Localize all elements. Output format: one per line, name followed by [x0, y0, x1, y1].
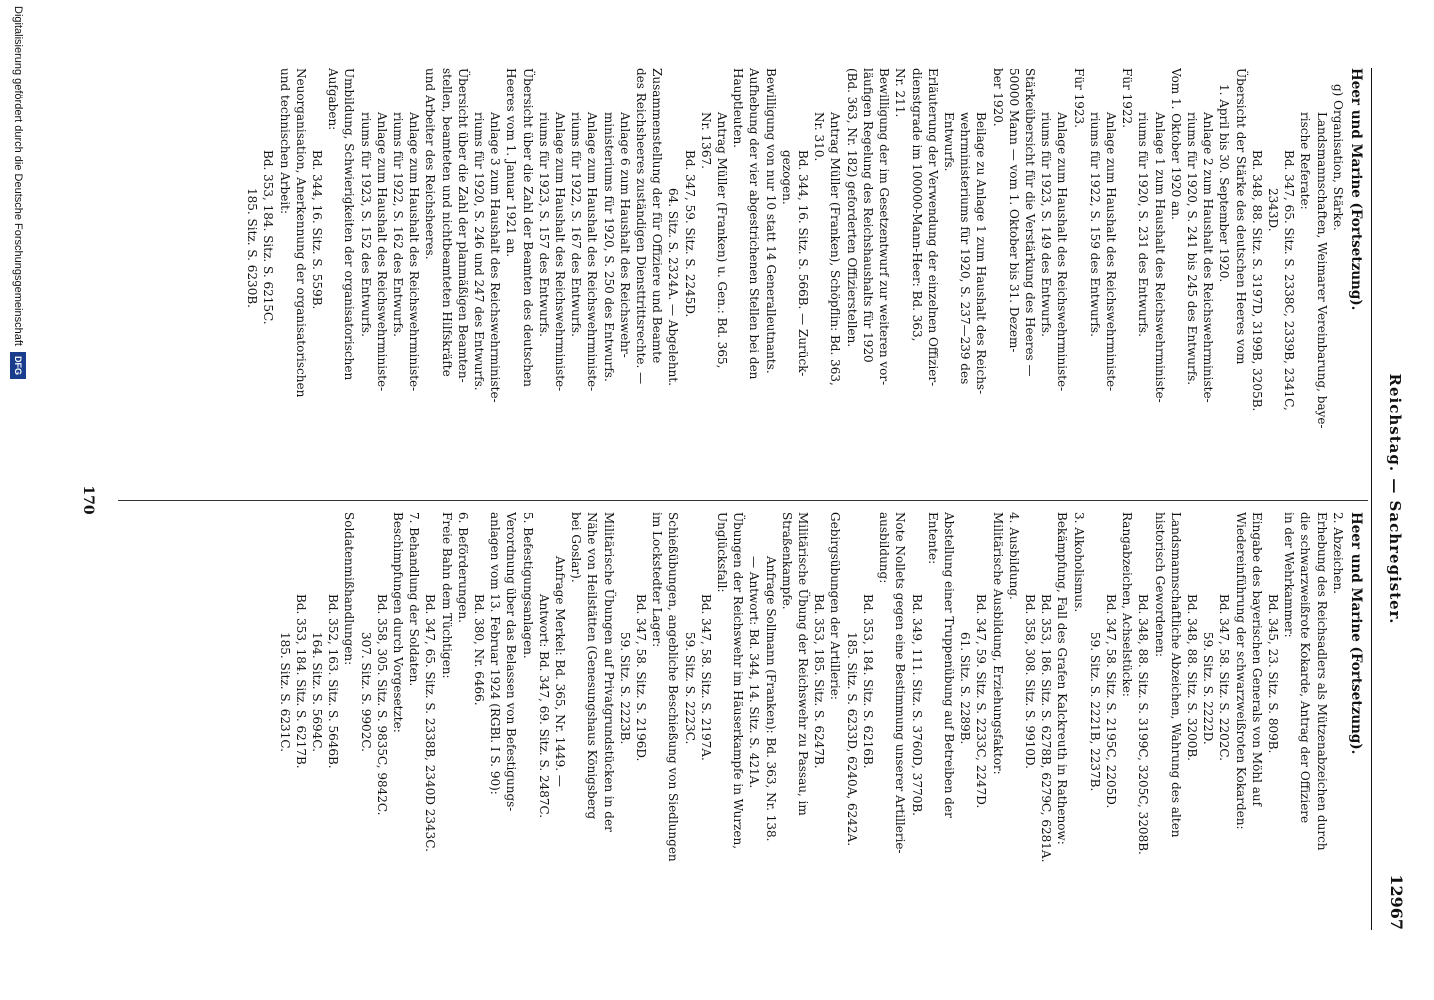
register-entry-line: riums für 1923, S. 157 des Entwurfs. [536, 112, 551, 337]
register-entry-line: Bd. 347, 65. Sitz. S. 2338C, 2339B, 2341C, [1282, 150, 1297, 411]
register-entry-line: läufigen Regelung des Reichshaushalts für 1920 [860, 68, 875, 363]
register-entry-line: 164. Sitz. S. 5694C. [310, 632, 324, 752]
register-entry-line: 1. April bis 30. September 1920. [1217, 84, 1232, 283]
register-entry-line: Anlage 6 zum Haushalt des Reichswehr- [617, 112, 632, 358]
register-entry-line: Antrag Müller (Franken) u. Gen.: Bd. 365, [715, 112, 730, 369]
register-entry-line: Bd. 347, 58. Sitz. S. 2202C. [1217, 594, 1232, 761]
register-entry-line: riums für 1922, S. 159 des Entwurfs. [1087, 112, 1102, 337]
register-entry-line: 50000 Mann — vom 1. Oktober bis 31. Dezem- [1006, 68, 1021, 353]
register-entry-line: ber 1920. [990, 68, 1005, 127]
register-entry-line: Wiedereinführung der schwarzweißroten Kokarden: [1233, 512, 1248, 830]
register-entry-line: 185. Sitz. S. 6231C. [277, 632, 292, 752]
register-entry-line: im Lockstedter Lager: [650, 512, 665, 648]
register-entry-line: 185. Sitz. S. 6233D, 6240A, 6242A. [844, 632, 859, 847]
register-entry-line: Bd. 348, 88. Sitz. S. 3197D, 3199B, 3205B. [1249, 150, 1264, 412]
funding-note: Digitalisierung gefördert durch die Deutsche Forschungsgemeinschaft [12, 6, 24, 346]
register-entry-line: Bd. 349, 111. Sitz. S. 3760D, 3770B. [909, 594, 924, 816]
register-entry-line: Zusammenstellung der für Offiziere und Beamte [650, 68, 665, 364]
register-entry-line: riums für 1920, S. 246 und 247 des Entwurfs. [472, 112, 487, 391]
register-entry-line: 185. Sitz. S. 6230B. [245, 188, 260, 308]
register-entry-line: Schießübungen, angebliche Beschießung von Siedlungen [666, 512, 681, 862]
register-entry-line: wehrministeriums für 1920, S. 237—239 des [958, 112, 973, 385]
register-entry-line: Bd. 380, Nr. 6466. [472, 594, 487, 706]
section-heading: Heer und Marine (Fortsetzung). [1348, 68, 1364, 311]
register-entry-line: Umbildung, Schwierigkeiten der organisatorischen [342, 68, 357, 381]
register-entry-line: g) Organisation, Stärke. [1330, 84, 1345, 231]
register-entry-line: Militärische Übung der Reichswehr zu Passau, im [796, 512, 811, 816]
register-entry-line: Bd. 352, 163. Sitz. S. 5646B. [326, 594, 341, 769]
register-entry-line: Bd. 347, 59. Sitz. S. 2245D. [682, 150, 697, 318]
register-entry-line: Aufgaben: [326, 68, 341, 131]
register-entry-line: Bd. 353, 186. Sitz. S. 6278B, 6279C, 6281A. [1039, 594, 1054, 863]
register-entry-line: Anfrage Sollmann (Franken): Bd. 363, Nr. 138. [763, 556, 778, 842]
register-entry-line: 59. Sitz. S. 2223C. [682, 632, 697, 745]
register-entry-line: Anlage 3 zum Haushalt des Reichswehrministe- [488, 112, 503, 403]
register-entry-line: Für 1922. [1120, 68, 1135, 128]
register-entry-line: historisch Gewordenen: [1152, 512, 1167, 658]
register-entry-line: 59. Sitz. S. 2223B. [617, 632, 632, 745]
register-entry-line: Entwurfs. [941, 112, 956, 172]
register-entry-line: Nähe von Heilstätten (Genesungshaus Königsberg [585, 512, 600, 820]
register-entry-line: Stärkeübersicht für die Verstärkung des Heeres — [1022, 68, 1037, 377]
register-entry-line: Bd. 344, 16. Sitz. S. 566B. — Zurück- [796, 150, 811, 377]
right-column [276, 512, 1364, 930]
page-header [1371, 68, 1414, 930]
footer-page-number: 170 [80, 485, 96, 515]
register-entry-line: riums für 1923, S. 152 des Entwurfs. [358, 112, 373, 337]
register-entry-line: Bd. 347, 59. Sitz. S. 2233C, 2247D. [974, 594, 989, 809]
register-entry-line: Bd. 345, 23. Sitz. S. 809B. [1265, 594, 1280, 754]
register-entry-line: Nr. 310. [812, 112, 827, 162]
register-entry-line: riums für 1922, S. 167 des Entwurfs. [569, 112, 584, 337]
register-entry-line: Anlage 2 zum Haushalt des Reichswehrministe- [1201, 112, 1216, 403]
register-entry-line: Verordnung über das Belassen von Befestigungs- [504, 512, 519, 812]
register-entry-line: 7. Behandlung der Soldaten. [407, 512, 422, 687]
register-title: Reichstag. — Sachregister. [1386, 373, 1404, 625]
register-entry-line: Übersicht über die Zahl der planmäßigen Beamten- [455, 68, 470, 383]
register-entry-line: in der Wehrkammer: [1282, 512, 1297, 638]
register-entry-line: Abstellung einer Truppenübung auf Betreiben der [941, 512, 956, 818]
section-heading: Heer und Marine (Fortsetzung). [1348, 512, 1364, 755]
register-entry-line: Bd. 353, 184. Sitz. S. 6215C. [261, 150, 276, 325]
register-entry-line: Anfrage Merkel: Bd. 365, Nr. 1449. — [553, 556, 568, 787]
register-entry-line: Anlage zum Haushalt des Reichswehrministe- [1055, 112, 1070, 392]
register-entry-line: riums für 1920, S. 231 des Entwurfs. [1136, 112, 1151, 337]
dfg-logo: DFG [10, 352, 26, 379]
register-entry-line: Übersicht der Stärke des deutschen Heeres vom [1233, 68, 1248, 365]
register-entry-line: gezogen. [779, 150, 794, 205]
register-entry-line: Neuorganisation, Anerkennung der organisatorischen [293, 68, 308, 398]
register-entry-line: riums für 1920, S. 241 bis 245 des Entwurfs. [1184, 112, 1199, 386]
register-entry-line: Bewilligung von nur 10 statt 14 Generalleutnants. [763, 68, 778, 374]
register-entry-line: Bd. 358, 305. Sitz. S. 9835C, 9842C. [374, 594, 389, 816]
register-entry-line: bei Goslar). [569, 512, 584, 583]
register-entry-line: Anlage zum Haushalt des Reichswehrministe- [1103, 112, 1118, 392]
register-entry-line: (Bd. 363, Nr. 182) geforderten Offizierstellen. [844, 68, 859, 348]
register-entry-line: 5. Befestigungsanlagen. [520, 512, 535, 659]
register-entry-line: 64. Sitz. S. 2324A. — Abgelehnt. [666, 188, 681, 386]
register-entry-line: Bd. 348, 88. Sitz. S. 3199C, 3205C, 3208B. [1136, 594, 1151, 855]
register-entry-line: Nr. 211. [893, 68, 908, 118]
register-entry-line: und technischen Arbeit: [277, 68, 292, 215]
register-entry-line: — Antwort: Bd. 344, 14. Sitz. S. 421A. [747, 556, 762, 789]
register-entry-line: Bd. 353, 184. Sitz. S. 6216B. [860, 594, 875, 769]
funding-sidebar [7, 0, 29, 379]
register-entry-line: Bd. 348, 88. Sitz. S. 3200B. [1184, 594, 1199, 761]
register-entry-line: Note Nollets gegen eine Bestimmung unserer Artillerie- [893, 512, 908, 854]
register-entry-line: Bd. 358, 308. Sitz. S. 9910D. [1022, 594, 1037, 769]
register-entry-line: Antwort: Bd. 347, 69. Sitz. S. 2487C. [536, 594, 551, 819]
register-entry-line: Anlage zum Haushalt des Reichswehrministe- [407, 112, 422, 392]
register-entry-line: rische Referate: [1298, 112, 1313, 210]
register-entry-line: Rangabzeichen, Achselstücke: [1120, 512, 1135, 697]
register-entry-line: Gebirgsübungen der Artillerie: [828, 512, 843, 700]
register-entry-line: Unglücksfall: [715, 512, 730, 593]
register-entry-line: Beschimpfungen durch Vorgesetzte: [391, 512, 406, 733]
register-entry-line: anlagen vom 13. Februar 1924 (RGBl. I S. 90): [488, 512, 503, 795]
register-entry-line: Antrag Müller (Franken), Schöpflin: Bd. 363, [828, 112, 843, 386]
register-entry-line: und Arbeiter des Reichsheeres. [423, 68, 438, 260]
register-entry-line: Erhebung des Reichsadlers als Mützenabzeichen durch [1314, 512, 1329, 851]
register-entry-line: Für 1923. [1071, 68, 1086, 128]
register-entry-line: Bd. 353, 185. Sitz. S. 6247B. [812, 594, 827, 769]
register-entry-line: Militärische Übungen auf Privatgrundstücken in der [601, 512, 616, 832]
register-entry-line: Bd. 347, 58. Sitz. S. 2196D. [634, 594, 649, 762]
left-column [244, 68, 1364, 486]
register-entry-line: riums für 1922, S. 162 des Entwurfs. [391, 112, 406, 337]
register-entry-line: 6. Beförderungen. [455, 512, 470, 623]
register-entry-line: 3. Alkoholismus. [1071, 512, 1086, 613]
register-entry-line: ausbildung: [877, 512, 892, 584]
register-entry-line: Eingabe des bayerischen Generals von Möhl auf [1249, 512, 1264, 807]
register-entry-line: stellen, beamteten und nichtbeamteten Hilfskräfte [439, 68, 454, 377]
register-entry-line: Beilage zu Anlage 1 zum Haushalt des Reichs- [974, 112, 989, 395]
register-entry-line: Übersicht über die Zahl der Beamten des deutschen [520, 68, 535, 387]
register-entry-line: Landsmannschaften, Weimarer Vereinbarung, baye- [1314, 112, 1329, 429]
column-divider [118, 500, 1368, 501]
register-entry-line: Freie Bahn dem Tüchtigen: [439, 512, 454, 679]
register-entry-line: ministeriums für 1920, S. 250 des Entwurfs. [601, 112, 616, 382]
register-entry-line: Bd. 347, 58. Sitz. S. 2197A. [698, 594, 713, 761]
register-entry-line: Straßenkampfe. [779, 512, 794, 610]
register-entry-line: Militärische Ausbildung, Erziehungsfaktor: [990, 512, 1005, 775]
register-entry-line: riums für 1923, S. 149 des Entwurfs. [1039, 112, 1054, 337]
register-entry-line: Soldatenmißhandlungen: [342, 512, 357, 666]
register-entry-line: Bd. 353, 184. Sitz. S. 6217B. [293, 594, 308, 769]
column-page-number: 12967 [1387, 874, 1406, 930]
register-entry-line: Hauptleuten. [731, 68, 746, 148]
register-entry-line: Anlage zum Haushalt des Reichswehrministe- [585, 112, 600, 392]
register-entry-line: Aufhebung der vier abgestrichenen Stellen bei den [747, 68, 762, 380]
register-entry-line: des Reichsheeres zuständigen Diensttrittsrechte. — [634, 68, 649, 385]
register-entry-line: 59. Sitz. S. 2221B, 2237B. [1087, 632, 1102, 792]
register-entry-line: 59. Sitz. S. 2222D. [1201, 632, 1216, 745]
register-entry-line: Nr. 1367. [698, 112, 713, 169]
register-entry-line: dienstgrade im 100000-Mann-Heer: Bd. 363, [909, 68, 924, 342]
register-entry-line: 2. Abzeichen. [1330, 512, 1345, 594]
register-entry-line: Bewilligung der im Gesetzentwurf zur weiteren vor- [877, 68, 892, 386]
register-entry-line: Bd. 347, 58. Sitz. S. 2195C, 2205D. [1103, 594, 1118, 809]
register-entry-line: Vom 1. Oktober 1920 an. [1168, 68, 1183, 220]
register-entry-line: Anlage zum Haushalt des Reichswehrministe- [374, 112, 389, 392]
register-entry-line: 307. Sitz. S. 9902C. [358, 632, 373, 752]
register-entry-line: Bd. 347, 65. Sitz. S. 2338B, 2340D 2343C. [423, 594, 438, 852]
register-entry-line: Heeres vom 1. Januar 1921 an. [504, 68, 519, 258]
register-entry-line: Erläuterung der Verwendung der einzelnen Offizier- [925, 68, 940, 387]
register-entry-line: Anlage 1 zum Haushalt des Reichswehrministe- [1152, 112, 1167, 403]
register-entry-line: Übungen der Reichswehr im Häuserkampfe in Wurzen, [731, 512, 746, 850]
register-entry-line: Anlage zum Haushalt des Reichswehrministe- [553, 112, 568, 392]
register-entry-line: 61. Sitz. S. 2289B. [958, 632, 973, 745]
register-entry-line: die schwarzweißrote Kokarde, Antrag der Offiziere [1298, 512, 1313, 824]
register-entry-line: Entente: [925, 512, 940, 565]
register-entry-line: Bd. 344, 16. Sitz. S. 559B. [310, 150, 324, 310]
register-entry-line: Bekämpfung, Fall des Grafen Kalckreuth in Rathenow: [1055, 512, 1070, 845]
register-entry-line: 2343D. [1265, 188, 1280, 232]
register-entry-line: Landsmannschaftliche Abzeichen, Wahrung des alten [1168, 512, 1183, 838]
register-entry-line: 4. Ausbildung. [1006, 512, 1021, 600]
